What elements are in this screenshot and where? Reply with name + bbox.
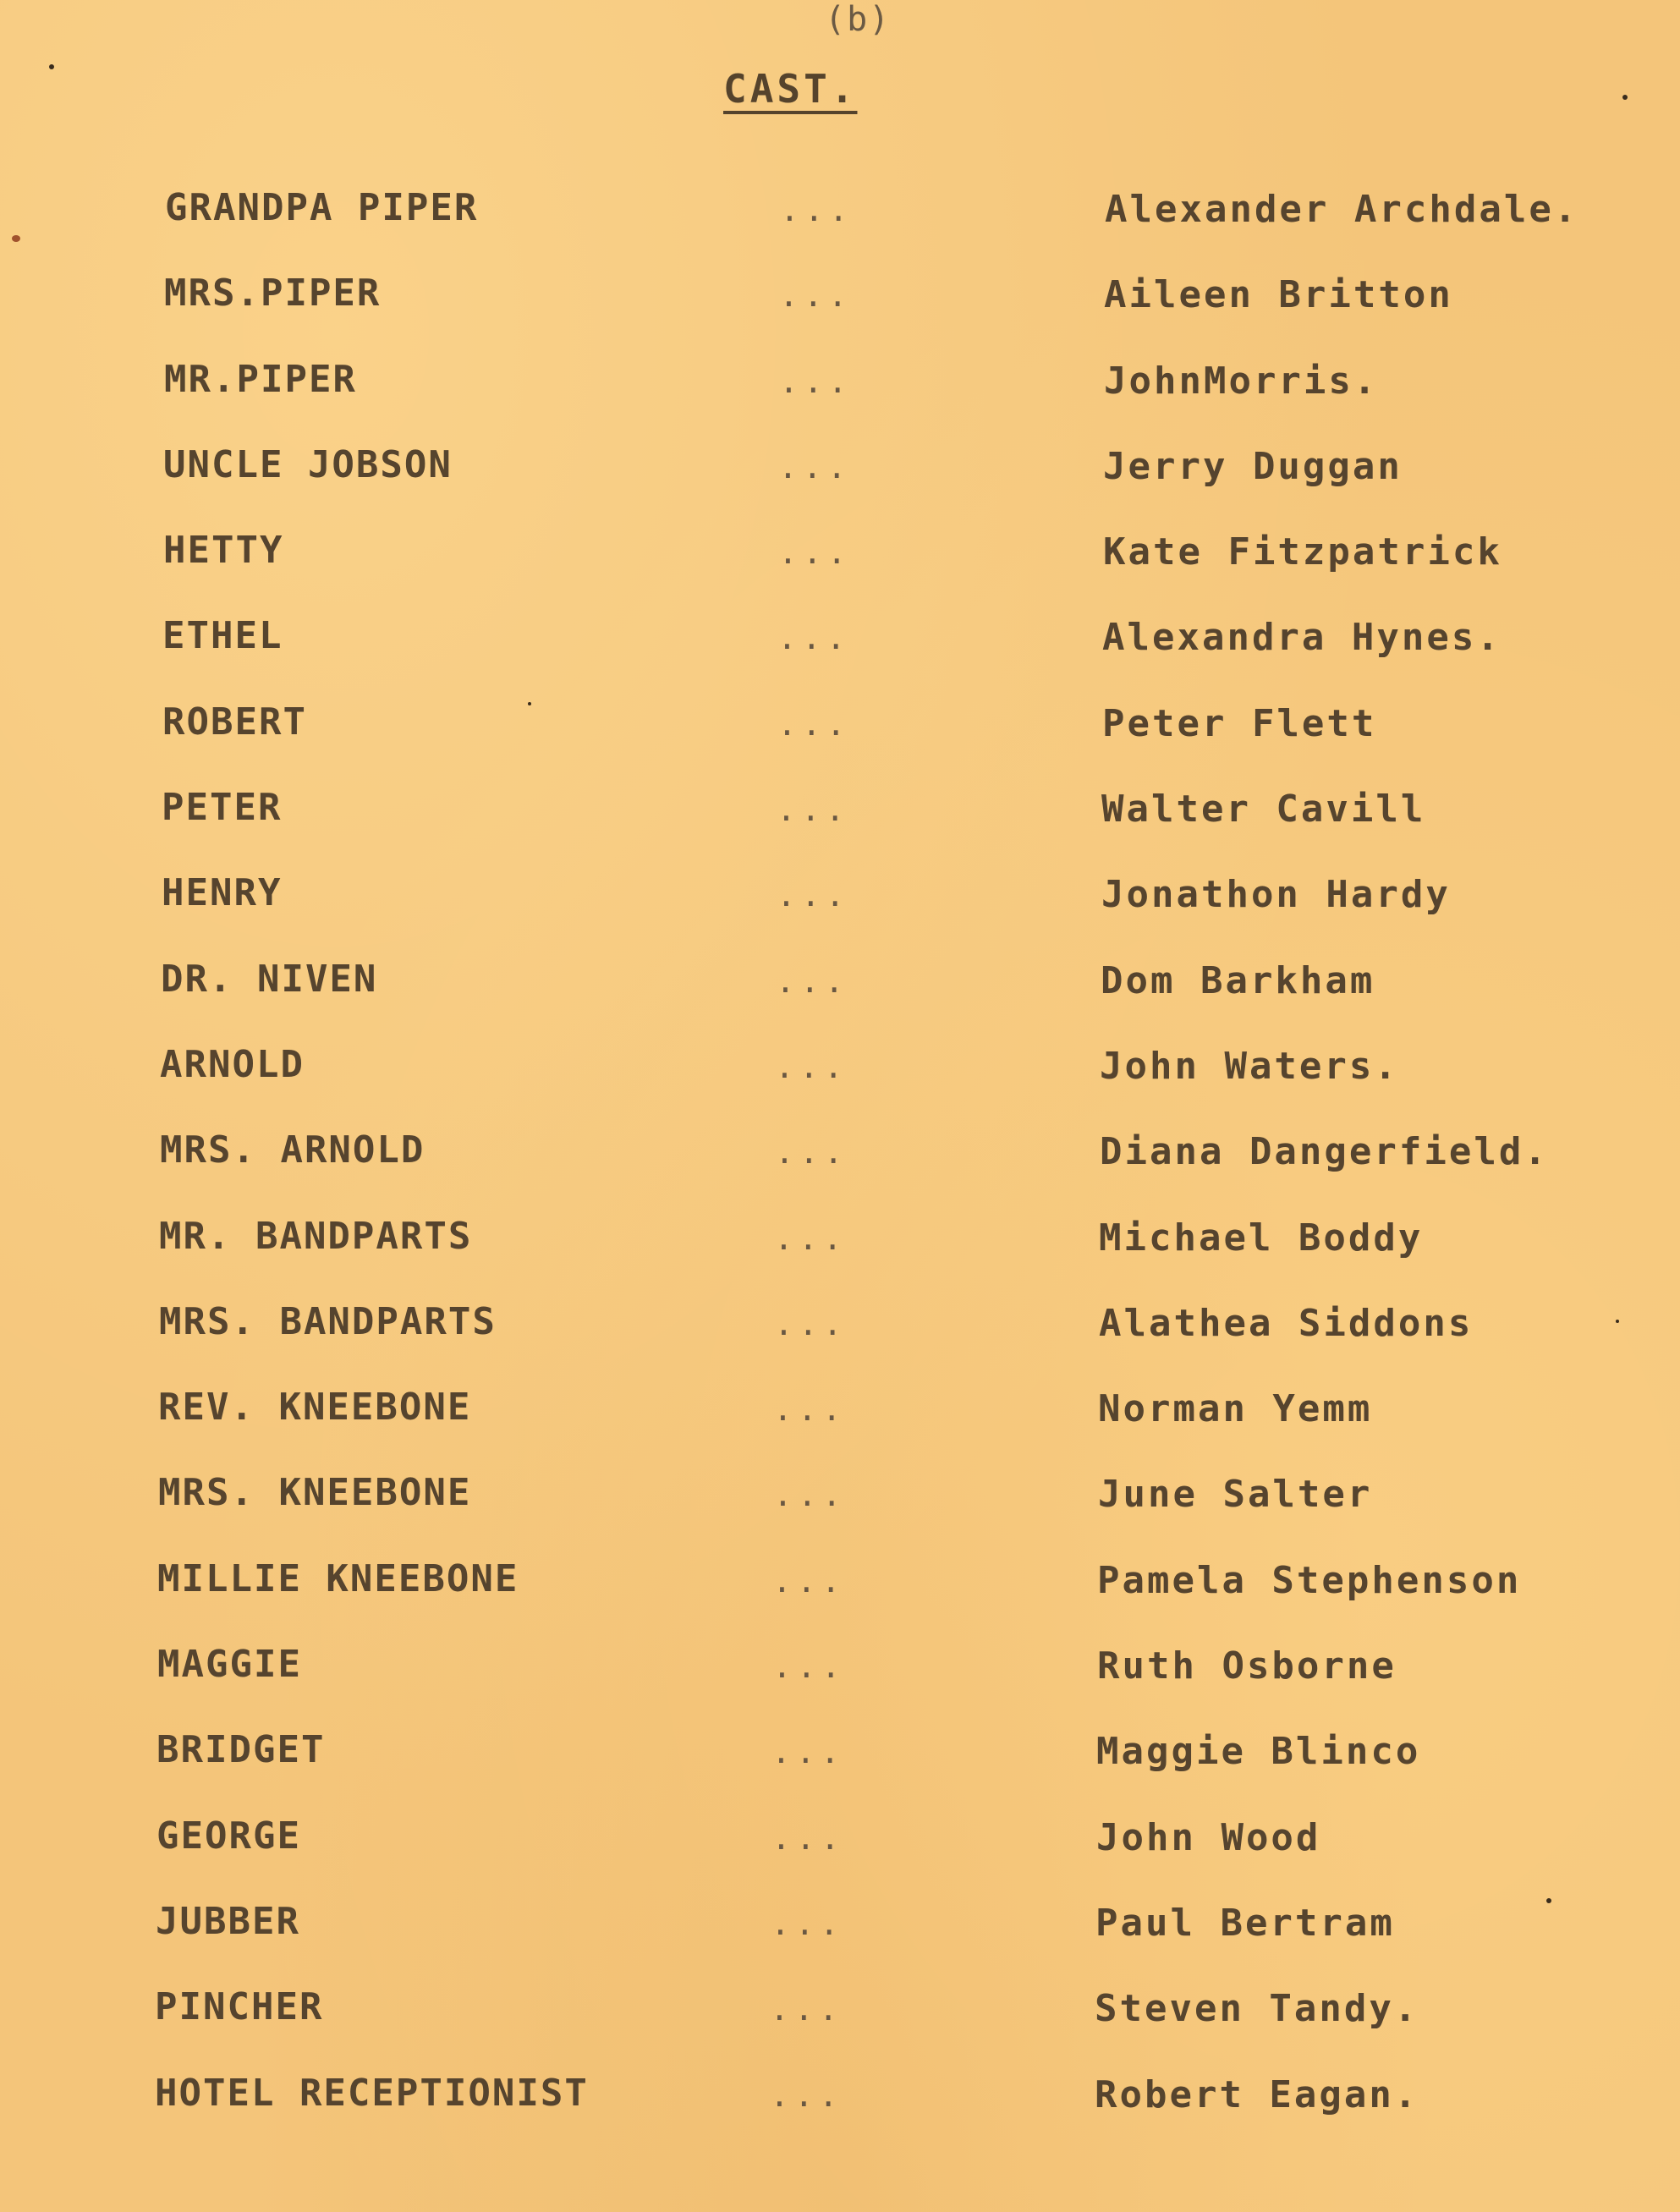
actor-name: Dom Barkham xyxy=(1101,958,1375,1002)
cast-row xyxy=(0,186,1680,272)
paper-speck xyxy=(12,235,20,242)
cast-row xyxy=(0,272,1680,357)
role-name: PINCHER xyxy=(155,1985,324,2029)
leader-dots: ... xyxy=(774,1304,848,1342)
actor-name: Jerry Duggan xyxy=(1103,444,1403,488)
role-name: REV. KNEEBONE xyxy=(158,1386,472,1430)
leader-dots: ... xyxy=(778,534,852,572)
role-name: MILLIE KNEEBONE xyxy=(157,1556,519,1600)
role-name: MRS. BANDPARTS xyxy=(159,1299,497,1343)
page-number: (b) xyxy=(825,0,892,39)
paper-speck xyxy=(1622,95,1628,100)
paper-speck xyxy=(1546,1898,1551,1903)
role-name: ARNOLD xyxy=(160,1042,305,1086)
actor-name: Steven Tandy. xyxy=(1095,1987,1419,2031)
role-name: GEORGE xyxy=(156,1814,301,1858)
role-name: MRS. ARNOLD xyxy=(160,1128,425,1172)
cast-row xyxy=(0,1814,1680,1900)
cast-row xyxy=(0,2072,1680,2157)
cast-row xyxy=(0,614,1680,700)
leader-dots: ... xyxy=(779,362,853,400)
leader-dots: ... xyxy=(770,2076,843,2114)
role-name: DR. NIVEN xyxy=(161,957,378,1001)
role-name: PETER xyxy=(162,786,283,830)
cast-row xyxy=(0,1215,1680,1300)
leader-dots: ... xyxy=(777,876,850,914)
cast-row xyxy=(0,1900,1680,1985)
actor-name: Ruth Osborne xyxy=(1097,1644,1397,1688)
actor-name: Peter Flett xyxy=(1102,701,1377,745)
role-name: UNCLE JOBSON xyxy=(163,442,453,486)
cast-heading: CAST. xyxy=(723,66,858,112)
cast-row xyxy=(0,358,1680,443)
actor-name: June Salter xyxy=(1098,1473,1373,1517)
role-name: ROBERT xyxy=(162,700,307,744)
actor-name: Robert Eagan. xyxy=(1095,2072,1419,2116)
paper-speck xyxy=(49,64,54,69)
cast-list xyxy=(0,186,1680,2157)
leader-dots: ... xyxy=(778,447,852,486)
actor-name: John Waters. xyxy=(1100,1044,1399,1088)
cast-row xyxy=(0,1471,1680,1556)
leader-dots: ... xyxy=(770,1990,843,2028)
leader-dots: ... xyxy=(772,1648,846,1686)
actor-name: Norman Yemm xyxy=(1098,1387,1373,1431)
cast-row xyxy=(0,700,1680,786)
cast-row xyxy=(0,958,1680,1043)
actor-name: Michael Boddy xyxy=(1099,1216,1424,1260)
actor-name: Aileen Britton xyxy=(1104,273,1453,317)
actor-name: Pamela Stephenson xyxy=(1097,1558,1522,1602)
paper-speck xyxy=(1616,1320,1619,1323)
actor-name: Paul Bertram xyxy=(1095,1901,1395,1945)
actor-name: Alexandra Hynes. xyxy=(1102,616,1502,660)
role-name: HOTEL RECEPTIONIST xyxy=(155,2071,589,2115)
cast-row xyxy=(0,1643,1680,1728)
actor-name: Walter Cavill xyxy=(1101,788,1426,832)
role-name: GRANDPA PIPER xyxy=(165,186,479,229)
actor-name: JohnMorris. xyxy=(1104,359,1379,403)
leader-dots: ... xyxy=(775,1133,848,1172)
cast-row xyxy=(0,871,1680,957)
leader-dots: ... xyxy=(777,705,851,743)
leader-dots: ... xyxy=(771,1819,845,1857)
actor-name: Maggie Blinco xyxy=(1096,1730,1421,1774)
cast-row xyxy=(0,1985,1680,2071)
role-name: MR. BANDPARTS xyxy=(159,1214,473,1258)
role-name: MRS.PIPER xyxy=(164,272,382,316)
role-name: ETHEL xyxy=(162,614,283,658)
leader-dots: ... xyxy=(774,1219,848,1257)
cast-row xyxy=(0,443,1680,529)
role-name: MR.PIPER xyxy=(164,357,357,401)
leader-dots: ... xyxy=(771,1733,845,1771)
actor-name: Kate Fitzpatrick xyxy=(1103,530,1502,574)
leader-dots: ... xyxy=(771,1904,844,1942)
cast-row xyxy=(0,786,1680,871)
role-name: HENRY xyxy=(162,871,283,915)
cast-row xyxy=(0,1728,1680,1814)
role-name: HETTY xyxy=(163,529,284,573)
leader-dots: ... xyxy=(773,1391,847,1429)
leader-dots: ... xyxy=(775,1047,848,1085)
leader-dots: ... xyxy=(776,962,849,1000)
actor-name: Diana Dangerfield. xyxy=(1100,1130,1549,1174)
paper-speck xyxy=(528,702,531,705)
leader-dots: ... xyxy=(772,1562,846,1600)
actor-name: John Wood xyxy=(1096,1815,1321,1859)
leader-dots: ... xyxy=(777,791,850,829)
actor-name: Jonathon Hardy xyxy=(1101,873,1451,917)
role-name: BRIDGET xyxy=(156,1728,326,1772)
leader-dots: ... xyxy=(780,191,854,228)
cast-row xyxy=(0,1043,1680,1128)
leader-dots: ... xyxy=(779,277,853,315)
cast-row xyxy=(0,1300,1680,1386)
actor-name: Alathea Siddons xyxy=(1099,1301,1474,1345)
cast-row xyxy=(0,529,1680,614)
leader-dots: ... xyxy=(773,1476,847,1514)
leader-dots: ... xyxy=(777,619,851,657)
cast-row xyxy=(0,1557,1680,1643)
role-name: JUBBER xyxy=(156,1899,300,1943)
role-name: MAGGIE xyxy=(157,1643,302,1687)
cast-row xyxy=(0,1386,1680,1471)
cast-row xyxy=(0,1128,1680,1214)
role-name: MRS. KNEEBONE xyxy=(158,1471,472,1515)
actor-name: Alexander Archdale. xyxy=(1105,188,1579,231)
